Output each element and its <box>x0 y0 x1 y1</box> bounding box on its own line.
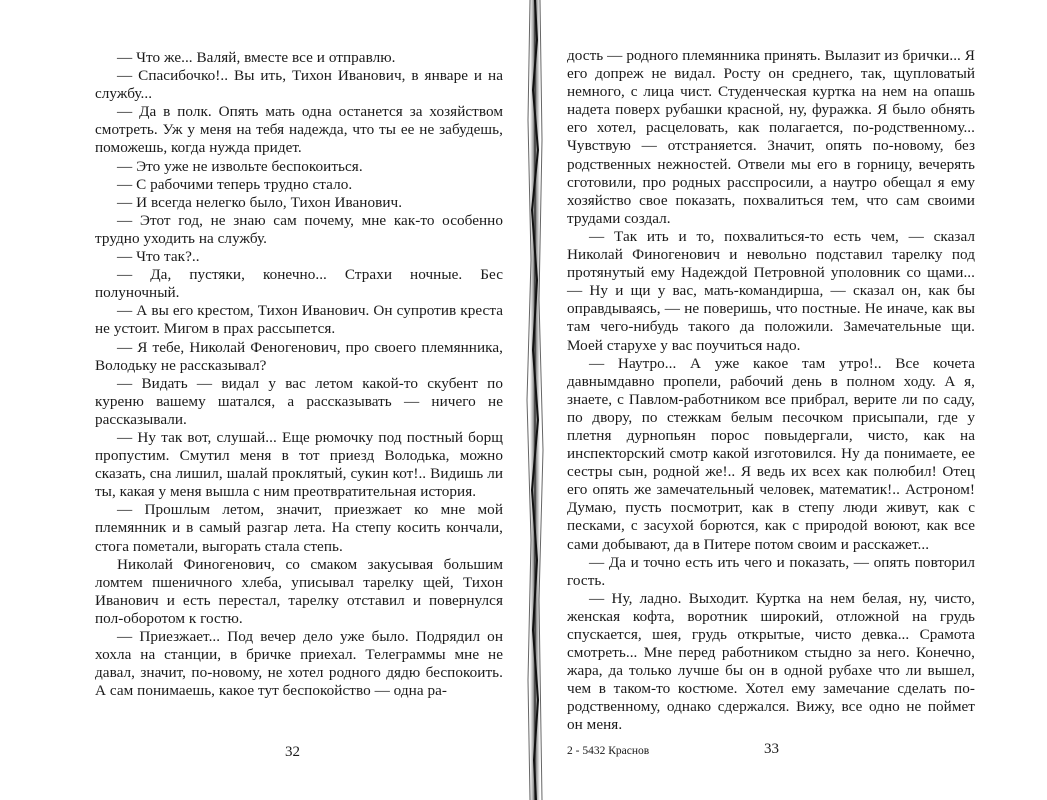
printer-signature: 2 - 5432 Краснов <box>567 745 650 757</box>
paragraph: дость — родного племянника принять. Вылазит из брички... Я его допреж не видал. Росту он среднего, так, щупловатый немного, с лица чист. Студенческая куртка на нем на опашь надета поверх рубашки красной, ну, фуражка. Я было обнять его хотел, расцеловать, как полагается, по-родственному... Чувствую — отстраняется. Значит, опять по-новому, без родственных нежностей. Отвели мы его в горницу, вечерять сготовили, про родных расспросили, а наутро обещал я ему хозяйство свое показать, похвалиться тем, что сам своими трудами создал. <box>567 47 975 227</box>
paragraph: — Я тебе, Николай Феногенович, про своего племянника, Володьку не рассказывал? <box>95 338 503 374</box>
paragraph: — Приезжает... Под вечер дело уже было. Подрядил он хохла на станции, в бричке приехал. Телеграммы мне не давал, значит, по-новому, не хотел родного дядю беспокоить. А сам понимаешь, какое тут беспокойство — одна ра- <box>95 628 503 700</box>
paragraph: — Да, пустяки, конечно... Страхи ночные. Бес полуночный. <box>95 266 503 302</box>
paragraph: — Спасибочко!.. Вы ить, Тихон Иванович, в январе и на службу... <box>95 67 503 103</box>
paragraph: — Что так?.. <box>117 248 200 266</box>
paragraph: — Так ить и то, похвалиться-то есть чем, — сказал Николай Финогенович и невольно подставил тарелку под протянутый ему Надеждой Петровной уполовник со щами... — Ну и щи у вас, мать-командирша, — сказал он, как бы оправдываясь, — не поверишь, что постные. Не иначе, как вы там чего-нибудь такого да положили. Замечательные щи. Моей старухе у вас поучиться надо. <box>567 227 975 354</box>
paragraph: Николай Финогенович, со смаком закусывая большим ломтем пшеничного хлеба, уписывал тарелку щей, Тихон Иванович и есть перестал, тарелку отставил и повернулся пол-оборотом к гостю. <box>95 555 503 627</box>
paragraph: — Что же... Валяй, вместе все и отправлю. <box>117 49 396 66</box>
paragraph: — Ну так вот, слушай... Еще рюмочку под постный борщ пропустим. Смутил меня в тот приезд Володька, можно сказать, сна лишил, шалай проклятый, сукин кот!.. Видишь ли ты, какая у меня вышла с ним преотвратительная история. <box>95 428 503 501</box>
paragraph: — Прошлым летом, значит, приезжает ко мне мой племянник и в самый разгар лета. На степу косить кончали, стога пометали, выгорать стала степь. <box>95 501 503 555</box>
paragraph: — Да в полк. Опять мать одна останется за хозяйством смотреть. Уж у меня на тебя надежда, что ты ее не забудешь, поможешь, когда нужда придет. <box>95 103 503 157</box>
page-number: 32 <box>285 744 300 760</box>
paragraph: — Этот год, не знаю сам почему, мне как-то особенно трудно уходить на службу. <box>95 211 503 247</box>
right-page-text <box>567 47 975 735</box>
paragraph: — Это уже не извольте беспокоиться. <box>117 157 363 175</box>
paragraph: — С рабочими теперь трудно стало. <box>117 175 353 193</box>
page-number: 33 <box>764 741 779 757</box>
paragraph: — Ну, ладно. Выходит. Куртка на нем белая, ну, чисто, женская кофта, воротник широкий, отложной на грудь спускается, шея, грудь открытые, чисто девка... Срамота смотреть... Мне перед работником стыдно за него. Конечно, жара, да только лучше бы он в одной рубахе что ли вышел, чем в таком-то костюме. Хотел ему замечание сделать по-родственному, однако сдержался. Вижу, все одно не поймет он меня. <box>567 589 975 734</box>
paragraph: — Видать — видал у вас летом какой-то скубент по куреню вашему шатался, а рассказывать — ничего не рассказывали. <box>95 374 503 428</box>
paragraph: — Наутро... А уже какое там утро!.. Все кочета давнымдавно пропели, рабочий день в полном ходу. А я, знаете, с Павлом-работником все прибрал, верите ли по саду, по двору, по стежкам белым песочком присыпали, где у плетня дурнопьян порос повыдергали, чисто, как на инспекторский смотр какой изготовился. Ну да понимаете, ее сестры сын, родной же!.. Я ведь их всех как полюбил! Отец его опять же замечательный человек, математик!.. Астроном! Думаю, пусть посмотрит, как в степу люди живут, как с песками, с засухой борются, как с природой воюют, как все сами добывают, да в Питере потом своим и расскажет... <box>567 354 975 553</box>
left-page-text <box>95 49 503 700</box>
paragraph: — Да и точно есть ить чего и показать, — опять повторил гость. <box>567 553 975 589</box>
paragraph: — И всегда нелегко было, Тихон Иванович. <box>117 193 403 211</box>
right-page <box>540 0 1047 800</box>
paragraph: — А вы его крестом, Тихон Иванович. Он супротив креста не устоит. Мигом в прах рассыпется. <box>95 302 503 338</box>
